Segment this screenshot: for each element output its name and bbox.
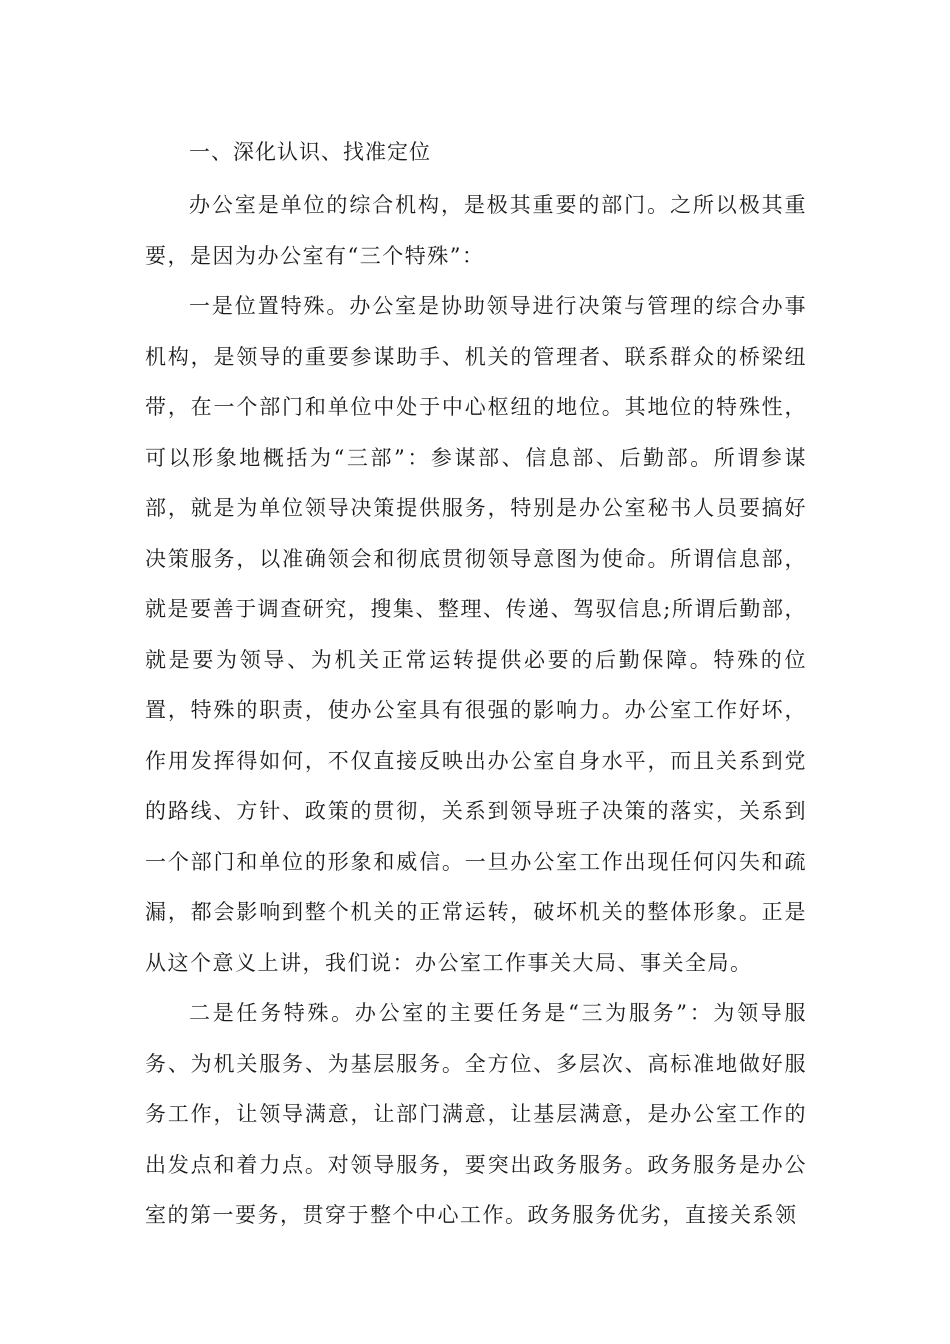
section-heading: 一、深化认识、找准定位 <box>189 140 431 164</box>
paragraph-intro: 办公室是单位的综合机构，是极其重要的部门。之所以极其重要，是因为办公室有“三个特殊”： <box>145 193 807 268</box>
document-body <box>145 128 807 1241</box>
paragraph-position-special: 一是位置特殊。办公室是协助领导进行决策与管理的综合办事机构，是领导的重要参谋助手、机关的管理者、联系群众的桥梁纽带，在一个部门和单位中处于中心枢纽的地位。其地位的特殊性，可以形象地概括为“三部”：参谋部、信息部、后勤部。所谓参谋部，就是为单位领导决策提供服务，特别是办公室秘书人员要搞好决策服务，以准确领会和彻底贯彻领导意图为使命。所谓信息部，就是要善于调查研究，搜集、整理、传递、驾驭信息;所谓后勤部，就是要为领导、为机关正常运转提供必要的后勤保障。特殊的位置，特殊的职责，使办公室具有很强的影响力。办公室工作好坏，作用发挥得如何，不仅直接反映出办公室自身水平，而且关系到党的路线、方针、政策的贯彻，关系到领导班子决策的落实，关系到一个部门和单位的形象和威信。一旦办公室工作出现任何闪失和疏漏，都会影响到整个机关的正常运转，破坏机关的整体形象。正是从这个意义上讲，我们说：办公室工作事关大局、事关全局。 <box>145 294 807 975</box>
paragraph-task-special: 二是任务特殊。办公室的主要任务是“三为服务”：为领导服务、为机关服务、为基层服务。全方位、多层次、高标准地做好服务工作，让领导满意，让部门满意，让基层满意，是办公室工作的出发点和着力点。对领导服务，要突出政务服务。政务服务是办公室的第一要务，贯穿于整个中心工作。政务服务优劣，直接关系领 <box>145 1001 807 1227</box>
